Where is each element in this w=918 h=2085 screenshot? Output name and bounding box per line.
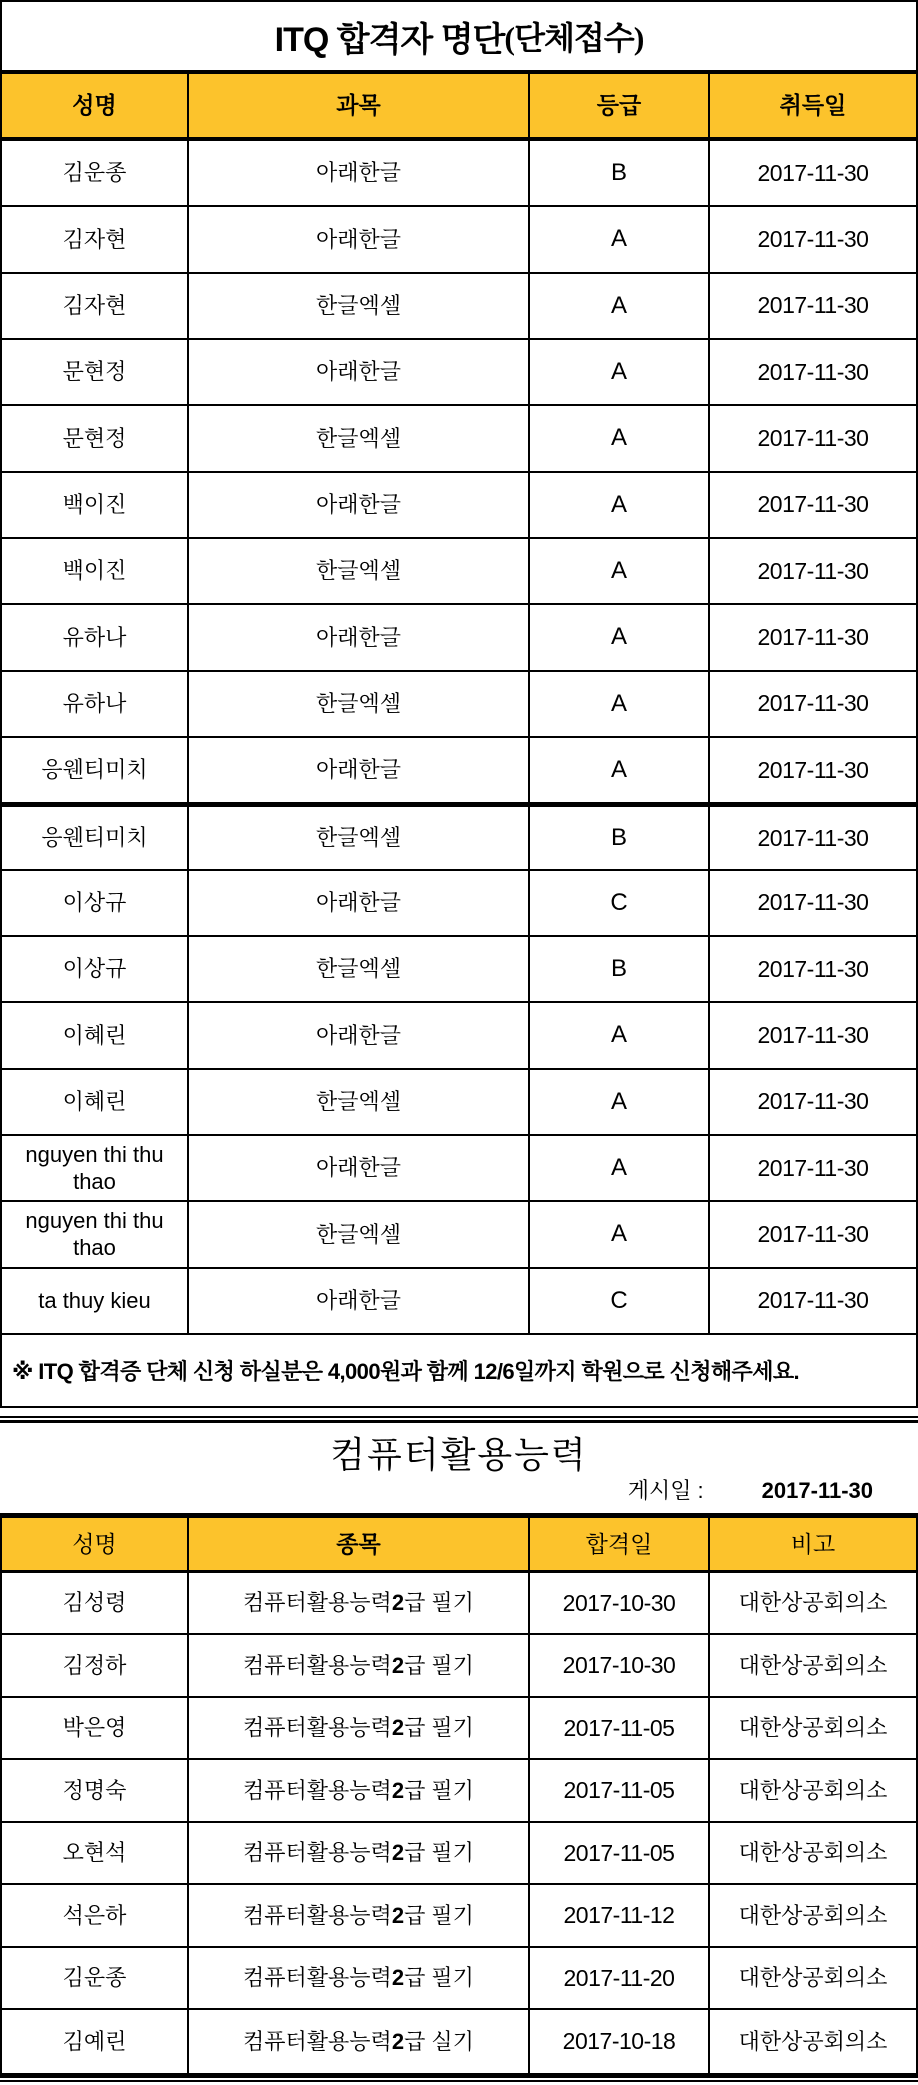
cell-grade: A bbox=[530, 1136, 710, 1200]
cell-subject: 한글엑셀 bbox=[189, 672, 530, 736]
table-row bbox=[2, 937, 916, 1003]
subject-part: 컴퓨터활용능력 bbox=[243, 1840, 392, 1866]
cell-grade: A bbox=[530, 605, 710, 669]
subject-part: 2 bbox=[391, 1652, 405, 1678]
cell-org: 대한상공회의소 bbox=[738, 1902, 888, 1928]
subject-part: 2 bbox=[391, 1965, 405, 1991]
computer-header-cell: 합격일 bbox=[530, 1518, 710, 1570]
cell-subject bbox=[189, 1823, 530, 1884]
table-row bbox=[2, 207, 916, 273]
itq-notice bbox=[0, 1335, 918, 1408]
table-row bbox=[2, 1698, 916, 1761]
cell-date: 2017-11-30 bbox=[757, 226, 869, 253]
cell-date: 2017-11-30 bbox=[757, 1022, 869, 1049]
cell-subject: 아래한글 bbox=[189, 141, 530, 205]
cell-name: nguyen thi thu thao bbox=[2, 1202, 189, 1266]
table-row bbox=[2, 1948, 916, 2011]
computer-header-cell: 비고 bbox=[790, 1530, 836, 1557]
table-row bbox=[2, 1136, 916, 1202]
subject-part: 급 필기 bbox=[404, 1902, 474, 1928]
subject-part: 컴퓨터활용능력 bbox=[243, 1652, 392, 1678]
cell-grade: C bbox=[530, 871, 710, 935]
subject-part: 급 필기 bbox=[404, 1965, 474, 1991]
cell-date: 2017-11-30 bbox=[757, 557, 869, 584]
cell-name: 김자현 bbox=[2, 274, 189, 338]
cell-subject bbox=[189, 1698, 530, 1759]
table-row bbox=[2, 1202, 916, 1268]
table-row bbox=[2, 871, 916, 937]
cell-subject: 한글엑셀 bbox=[189, 807, 530, 868]
cell-grade: A bbox=[530, 340, 710, 404]
cell-subject: 아래한글 bbox=[189, 1136, 530, 1200]
cell-date: 2017-11-05 bbox=[530, 1823, 710, 1884]
cell-subject: 아래한글 bbox=[189, 1269, 530, 1333]
cell-subject: 아래한글 bbox=[189, 738, 530, 802]
cell-date: 2017-11-30 bbox=[757, 1221, 869, 1248]
cell-date: 2017-11-30 bbox=[757, 292, 869, 319]
cell-grade: A bbox=[530, 274, 710, 338]
table-row bbox=[2, 274, 916, 340]
cell-subject: 한글엑셀 bbox=[189, 539, 530, 603]
subject-part: 2 bbox=[391, 1715, 405, 1741]
table-row bbox=[2, 672, 916, 738]
cell-subject: 아래한글 bbox=[189, 871, 530, 935]
cell-subject bbox=[189, 1760, 530, 1821]
subject-part: 급 실기 bbox=[404, 2028, 474, 2054]
subject-part: 2 bbox=[391, 1777, 405, 1803]
cell-subject bbox=[189, 1635, 530, 1696]
table-row bbox=[2, 1070, 916, 1136]
cell-date: 2017-11-30 bbox=[757, 491, 869, 518]
table-row bbox=[2, 340, 916, 406]
subject-part: 컴퓨터활용능력 bbox=[243, 1590, 392, 1616]
cell-grade: A bbox=[530, 1202, 710, 1266]
subject-part: 2 bbox=[391, 2028, 405, 2054]
cell-name: nguyen thi thu thao bbox=[2, 1136, 189, 1200]
cell-date: 2017-11-30 bbox=[757, 159, 869, 186]
cell-org: 대한상공회의소 bbox=[738, 1840, 888, 1866]
table-row bbox=[2, 406, 916, 472]
subject-part: 급 필기 bbox=[404, 1652, 474, 1678]
cell-name: 이혜린 bbox=[2, 1070, 189, 1134]
cell-name: 김예린 bbox=[2, 2010, 189, 2073]
cell-date: 2017-11-30 bbox=[757, 1154, 869, 1181]
subject-part: 컴퓨터활용능력 bbox=[243, 1777, 392, 1803]
cell-name: 이상규 bbox=[2, 937, 189, 1001]
cell-grade: A bbox=[530, 473, 710, 537]
cell-grade: A bbox=[530, 406, 710, 470]
cell-date: 2017-11-12 bbox=[530, 1885, 710, 1946]
bottom-rule-thin bbox=[0, 2080, 918, 2082]
posted-date: 2017-11-30 bbox=[761, 1477, 873, 1503]
cell-name: 오현석 bbox=[2, 1823, 189, 1884]
table-row bbox=[2, 539, 916, 605]
table-row bbox=[2, 738, 916, 804]
table-row bbox=[2, 1760, 916, 1823]
itq-title-main: ITQ 합격자 명단 bbox=[274, 20, 505, 59]
cell-subject bbox=[189, 1948, 530, 2009]
cell-subject: 아래한글 bbox=[189, 1003, 530, 1067]
cell-name: 백이진 bbox=[2, 473, 189, 537]
table-row bbox=[2, 473, 916, 539]
itq-table-body bbox=[0, 141, 918, 1335]
cell-name: 김성령 bbox=[2, 1573, 189, 1634]
cell-date: 2017-11-05 bbox=[530, 1760, 710, 1821]
table-row bbox=[2, 1003, 916, 1069]
cell-date: 2017-10-30 bbox=[530, 1635, 710, 1696]
cell-grade: A bbox=[530, 207, 710, 271]
section-gap bbox=[0, 1408, 918, 1416]
cell-subject bbox=[189, 2010, 530, 2073]
subject-part: 2 bbox=[391, 1902, 405, 1928]
cell-date: 2017-11-20 bbox=[530, 1948, 710, 2009]
subject-part: 컴퓨터활용능력 bbox=[243, 1902, 392, 1928]
subject-part: 2 bbox=[391, 1840, 405, 1866]
subject-part: 컴퓨터활용능력 bbox=[243, 2028, 392, 2054]
cell-name: 석은하 bbox=[2, 1885, 189, 1946]
cell-date: 2017-11-30 bbox=[757, 955, 869, 982]
cell-date: 2017-11-30 bbox=[757, 358, 869, 385]
cell-subject: 아래한글 bbox=[189, 207, 530, 271]
cell-date: 2017-11-30 bbox=[757, 889, 869, 916]
cell-grade: A bbox=[530, 539, 710, 603]
table-row bbox=[2, 1885, 916, 1948]
cell-name: 김운종 bbox=[2, 1948, 189, 2009]
cell-subject bbox=[189, 1885, 530, 1946]
subject-part: 컴퓨터활용능력 bbox=[243, 1715, 392, 1741]
cell-grade: A bbox=[530, 1003, 710, 1067]
cell-date: 2017-11-30 bbox=[757, 624, 869, 651]
subject-part: 급 필기 bbox=[404, 1840, 474, 1866]
cell-grade: B bbox=[530, 141, 710, 205]
cell-name: 이혜린 bbox=[2, 1003, 189, 1067]
subject-part: 급 필기 bbox=[404, 1590, 474, 1616]
cell-grade: A bbox=[530, 738, 710, 802]
table-row bbox=[2, 804, 916, 870]
subject-part: 2 bbox=[391, 1590, 405, 1616]
cell-date: 2017-10-18 bbox=[530, 2010, 710, 2073]
itq-header-row bbox=[0, 74, 918, 137]
computer-table-body bbox=[0, 1573, 918, 2073]
cell-name: 유하나 bbox=[2, 672, 189, 736]
posted-line bbox=[628, 1474, 873, 1505]
table-row bbox=[2, 1635, 916, 1698]
itq-header-cell: 취득일 bbox=[779, 92, 847, 119]
cell-name: 김자현 bbox=[2, 207, 189, 271]
subject-part: 컴퓨터활용능력 bbox=[243, 1965, 392, 1991]
cell-subject: 한글엑셀 bbox=[189, 937, 530, 1001]
cell-org: 대한상공회의소 bbox=[738, 1777, 888, 1803]
cell-date: 2017-11-30 bbox=[757, 1088, 869, 1115]
cell-subject: 한글엑셀 bbox=[189, 274, 530, 338]
computer-header-cell: 성명 bbox=[2, 1518, 189, 1570]
cell-date: 2017-11-30 bbox=[757, 824, 869, 851]
cell-name: 정명숙 bbox=[2, 1760, 189, 1821]
cell-name: 박은영 bbox=[2, 1698, 189, 1759]
cell-subject: 한글엑셀 bbox=[189, 1202, 530, 1266]
itq-notice-text: ※ ITQ 합격증 단체 신청 하실분은 4,000원과 함께 12/6일까지 학원으로 신청해주세요. bbox=[12, 1358, 800, 1384]
cell-date: 2017-10-30 bbox=[530, 1573, 710, 1634]
cell-name: 백이진 bbox=[2, 539, 189, 603]
itq-title-paren: (단체접수) bbox=[504, 20, 644, 56]
subject-part: 급 필기 bbox=[404, 1777, 474, 1803]
cell-grade: A bbox=[530, 1070, 710, 1134]
cell-date: 2017-11-30 bbox=[757, 690, 869, 717]
cell-org: 대한상공회의소 bbox=[738, 2028, 888, 2054]
computer-title-block bbox=[0, 1423, 918, 1513]
cell-name: 이상규 bbox=[2, 871, 189, 935]
cell-org: 대한상공회의소 bbox=[738, 1590, 888, 1616]
itq-header-cell: 성명 bbox=[2, 74, 189, 137]
cell-grade: A bbox=[530, 672, 710, 736]
cell-subject: 아래한글 bbox=[189, 340, 530, 404]
cell-name: 응웬티미치 bbox=[2, 807, 189, 868]
table-row bbox=[2, 1823, 916, 1886]
cell-name: 김운종 bbox=[2, 141, 189, 205]
cell-date: 2017-11-05 bbox=[530, 1698, 710, 1759]
cell-name: 문현정 bbox=[2, 406, 189, 470]
subject-part: 급 필기 bbox=[404, 1715, 474, 1741]
cell-name: 유하나 bbox=[2, 605, 189, 669]
table-row bbox=[2, 141, 916, 207]
cell-date: 2017-11-30 bbox=[757, 425, 869, 452]
cell-date: 2017-11-30 bbox=[757, 1287, 869, 1314]
cell-grade: B bbox=[530, 807, 710, 868]
cell-subject: 한글엑셀 bbox=[189, 406, 530, 470]
cell-subject: 아래한글 bbox=[189, 605, 530, 669]
table-row bbox=[2, 605, 916, 671]
cell-subject: 아래한글 bbox=[189, 473, 530, 537]
cell-grade: B bbox=[530, 937, 710, 1001]
cell-name: ta thuy kieu bbox=[2, 1269, 189, 1333]
computer-title: 컴퓨터활용능력 bbox=[330, 1433, 588, 1475]
cell-name: 문현정 bbox=[2, 340, 189, 404]
table-row bbox=[2, 2010, 916, 2073]
cell-subject: 한글엑셀 bbox=[189, 1070, 530, 1134]
posted-label: 게시일 : bbox=[627, 1477, 704, 1503]
cell-org: 대한상공회의소 bbox=[738, 1715, 888, 1741]
cell-org: 대한상공회의소 bbox=[738, 1965, 888, 1991]
cell-grade: C bbox=[530, 1269, 710, 1333]
itq-header-cell: 과목 bbox=[189, 74, 530, 137]
cell-subject bbox=[189, 1573, 530, 1634]
itq-title bbox=[0, 0, 918, 70]
table-row bbox=[2, 1269, 916, 1335]
cell-name: 김정하 bbox=[2, 1635, 189, 1696]
computer-header-row bbox=[0, 1518, 918, 1570]
table-row bbox=[2, 1573, 916, 1636]
cell-date: 2017-11-30 bbox=[757, 756, 869, 783]
cell-org: 대한상공회의소 bbox=[738, 1652, 888, 1678]
itq-header-cell: 등급 bbox=[530, 74, 710, 137]
cell-name: 응웬티미치 bbox=[2, 738, 189, 802]
computer-header-cell: 종목 bbox=[189, 1518, 530, 1570]
